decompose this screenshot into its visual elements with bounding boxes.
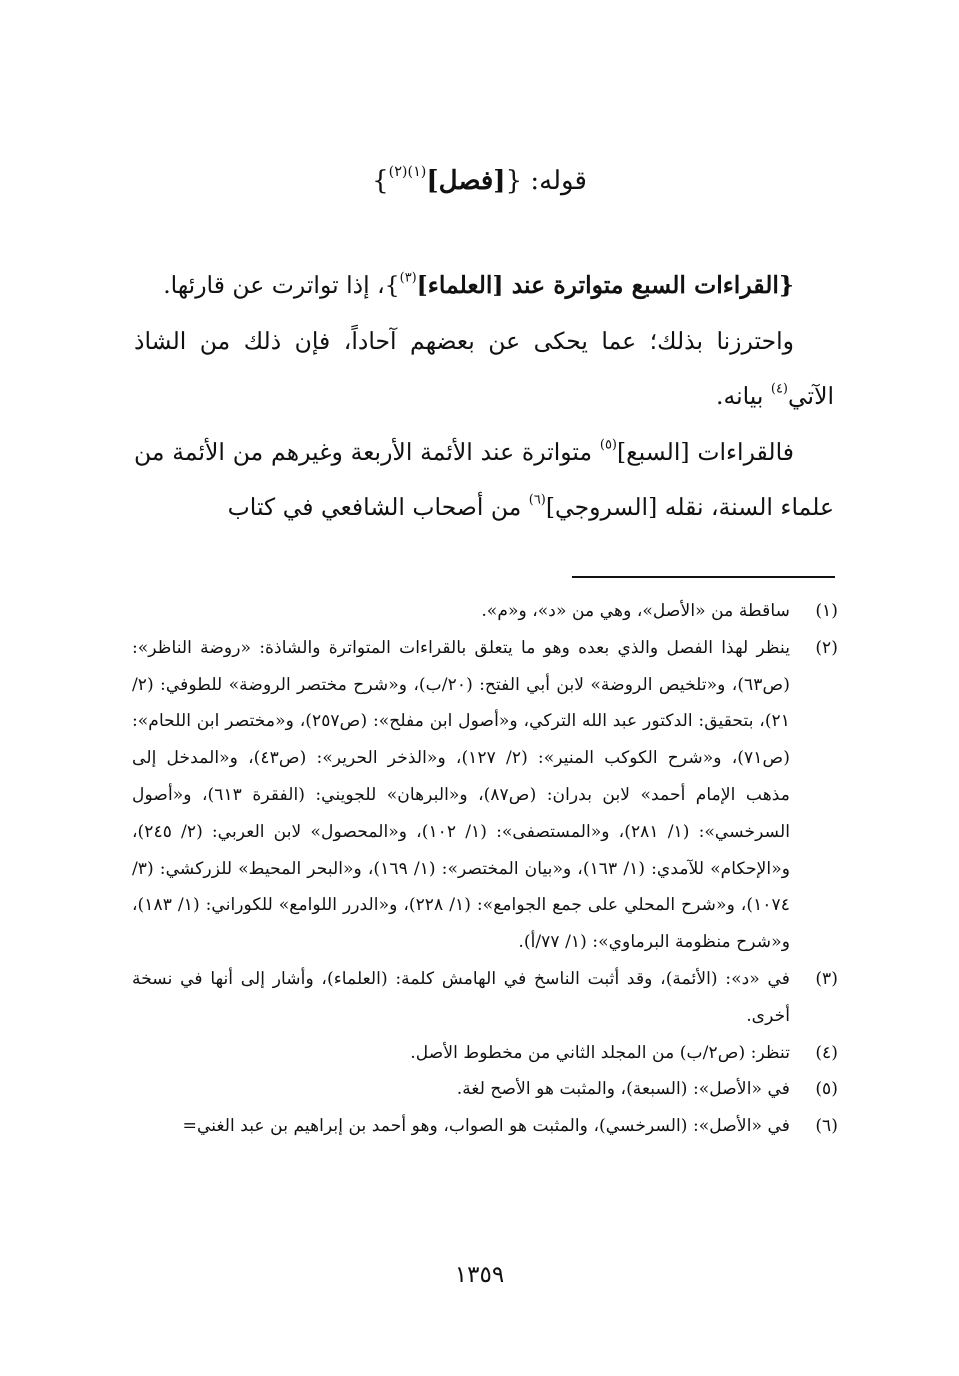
footnote-3: [132, 961, 838, 1035]
paragraph-3-post: من أصحاب الشافعي في كتاب: [227, 493, 529, 521]
footnote-ref-4: (٤): [770, 381, 788, 397]
heading-footnote-refs: (١)(٢): [388, 164, 427, 181]
main-text: [134, 258, 834, 536]
footnote-text: ينظر لهذا الفصل والذي بعده وهو ما يتعلق بالقراءات المتواترة والشاذة: «روضة الناظر»: (ص٦٣)، و«تلخيص الروضة» لابن أبي الفتح: (٢٠/ب)، و«شرح مختصر الروضة» للطوفي: (٢/ ٢١)، بتحقيق: الدكتور عبد الله التركي، و«أصول ابن مفلح»: (ص٢٥٧)، و«مختصر ابن اللحام»: (ص٧١)، و«شرح الكوكب المنير»: (٢/ ١٢٧)، و«الذخر الحرير»: (ص٤٣)، و«المدخل إلى مذهب الإمام أحمد» لابن بدران: (ص٨٧)، و«البرهان» للجويني: (الفقرة ٦١٣)، و«أصول السرخسي»: (١/ ٢٨١)، و«المستصفى»: (١/ ١٠٢)، و«المحصول» لابن العربي: (٢/ ٢٤٥)، و«الإحكام» للآمدي: (١/ ١٦٣)، و«بيان المختصر»: (١/ ١٦٩)، و«البحر المحيط» للزركشي: (٣/ ١٠٧٤)، و«شرح المحلي على جمع الجوامع»: (١/ ٢٢٨)، و«الدرر اللوامع» للكوراني: (١/ ١٨٣)، و«شرح منظومة البرماوي»: (١/ ٧٧/أ).: [132, 637, 791, 953]
footnote-6: [132, 1108, 838, 1145]
paragraph-3: [134, 425, 834, 536]
paragraph-3-pre: فالقراءات [السبع]: [616, 437, 794, 466]
footnote-ref-5: (٥): [599, 436, 617, 452]
paragraph-1: [134, 258, 834, 314]
footnote-text: تنظر: (ص٢/ب) من المجلد الثاني من مخطوط الأصل.: [410, 1042, 790, 1063]
heading-bold-title: [فصل]: [426, 166, 506, 196]
footnote-number: (٤): [815, 1042, 838, 1063]
footnote-number: (١): [815, 601, 838, 621]
paragraph-1-rest: }، إذا تواترت عن قارئها.: [163, 271, 400, 299]
footnote-5: [132, 1071, 838, 1108]
footnote-number: (٣): [815, 968, 838, 989]
paragraph-2: [134, 314, 834, 425]
footnote-ref-6: (٦): [528, 492, 546, 508]
footnote-text: في «الأصل»: (السبعة)، والمثبت هو الأصح لغة.: [456, 1079, 790, 1100]
footnote-number: (٥): [815, 1079, 838, 1100]
heading-suffix: }: [372, 166, 389, 196]
footnote-text: في «الأصل»: (السرخسي)، والمثبت هو الصواب، وهو أحمد بن إبراهيم بن عبد الغني=: [182, 1116, 790, 1137]
paragraph-2-post: بيانه.: [716, 382, 771, 410]
paragraph-1-bold: {القراءات السبع متواترة عند [العلماء]: [416, 271, 794, 299]
footnote-text: ساقطة من «الأصل»، وهي من «د»، و«م».: [481, 601, 790, 621]
heading-prefix: قوله: {: [505, 166, 587, 196]
footnote-number: (٢): [815, 637, 838, 658]
footnotes: [132, 593, 838, 1145]
footnote-4: [132, 1035, 838, 1072]
footnote-number: (٦): [815, 1116, 838, 1137]
footnote-ref-3: (٣): [399, 270, 417, 286]
footnote-1: [132, 593, 838, 630]
section-heading: [0, 158, 959, 204]
footnote-2: [132, 630, 838, 961]
paragraph-2-pre: واحترزنا بذلك؛ عما يحكى عن بعضهم آحاداً، فإن ذلك من الشاذ الآتي: [134, 326, 834, 410]
footnote-separator: [572, 576, 835, 578]
page-number: ١٣٥٩: [454, 1262, 505, 1288]
paragraph-3-mid: متواترة عند الأئمة الأربعة وغيرهم من الأئمة من علماء السنة، نقله [السروجي]: [134, 437, 834, 521]
footnote-text: في «د»: (الأئمة)، وقد أثبت الناسخ في الهامش كلمة: (العلماء)، وأشار إلى أنها في نسخة أخرى.: [132, 968, 790, 1026]
